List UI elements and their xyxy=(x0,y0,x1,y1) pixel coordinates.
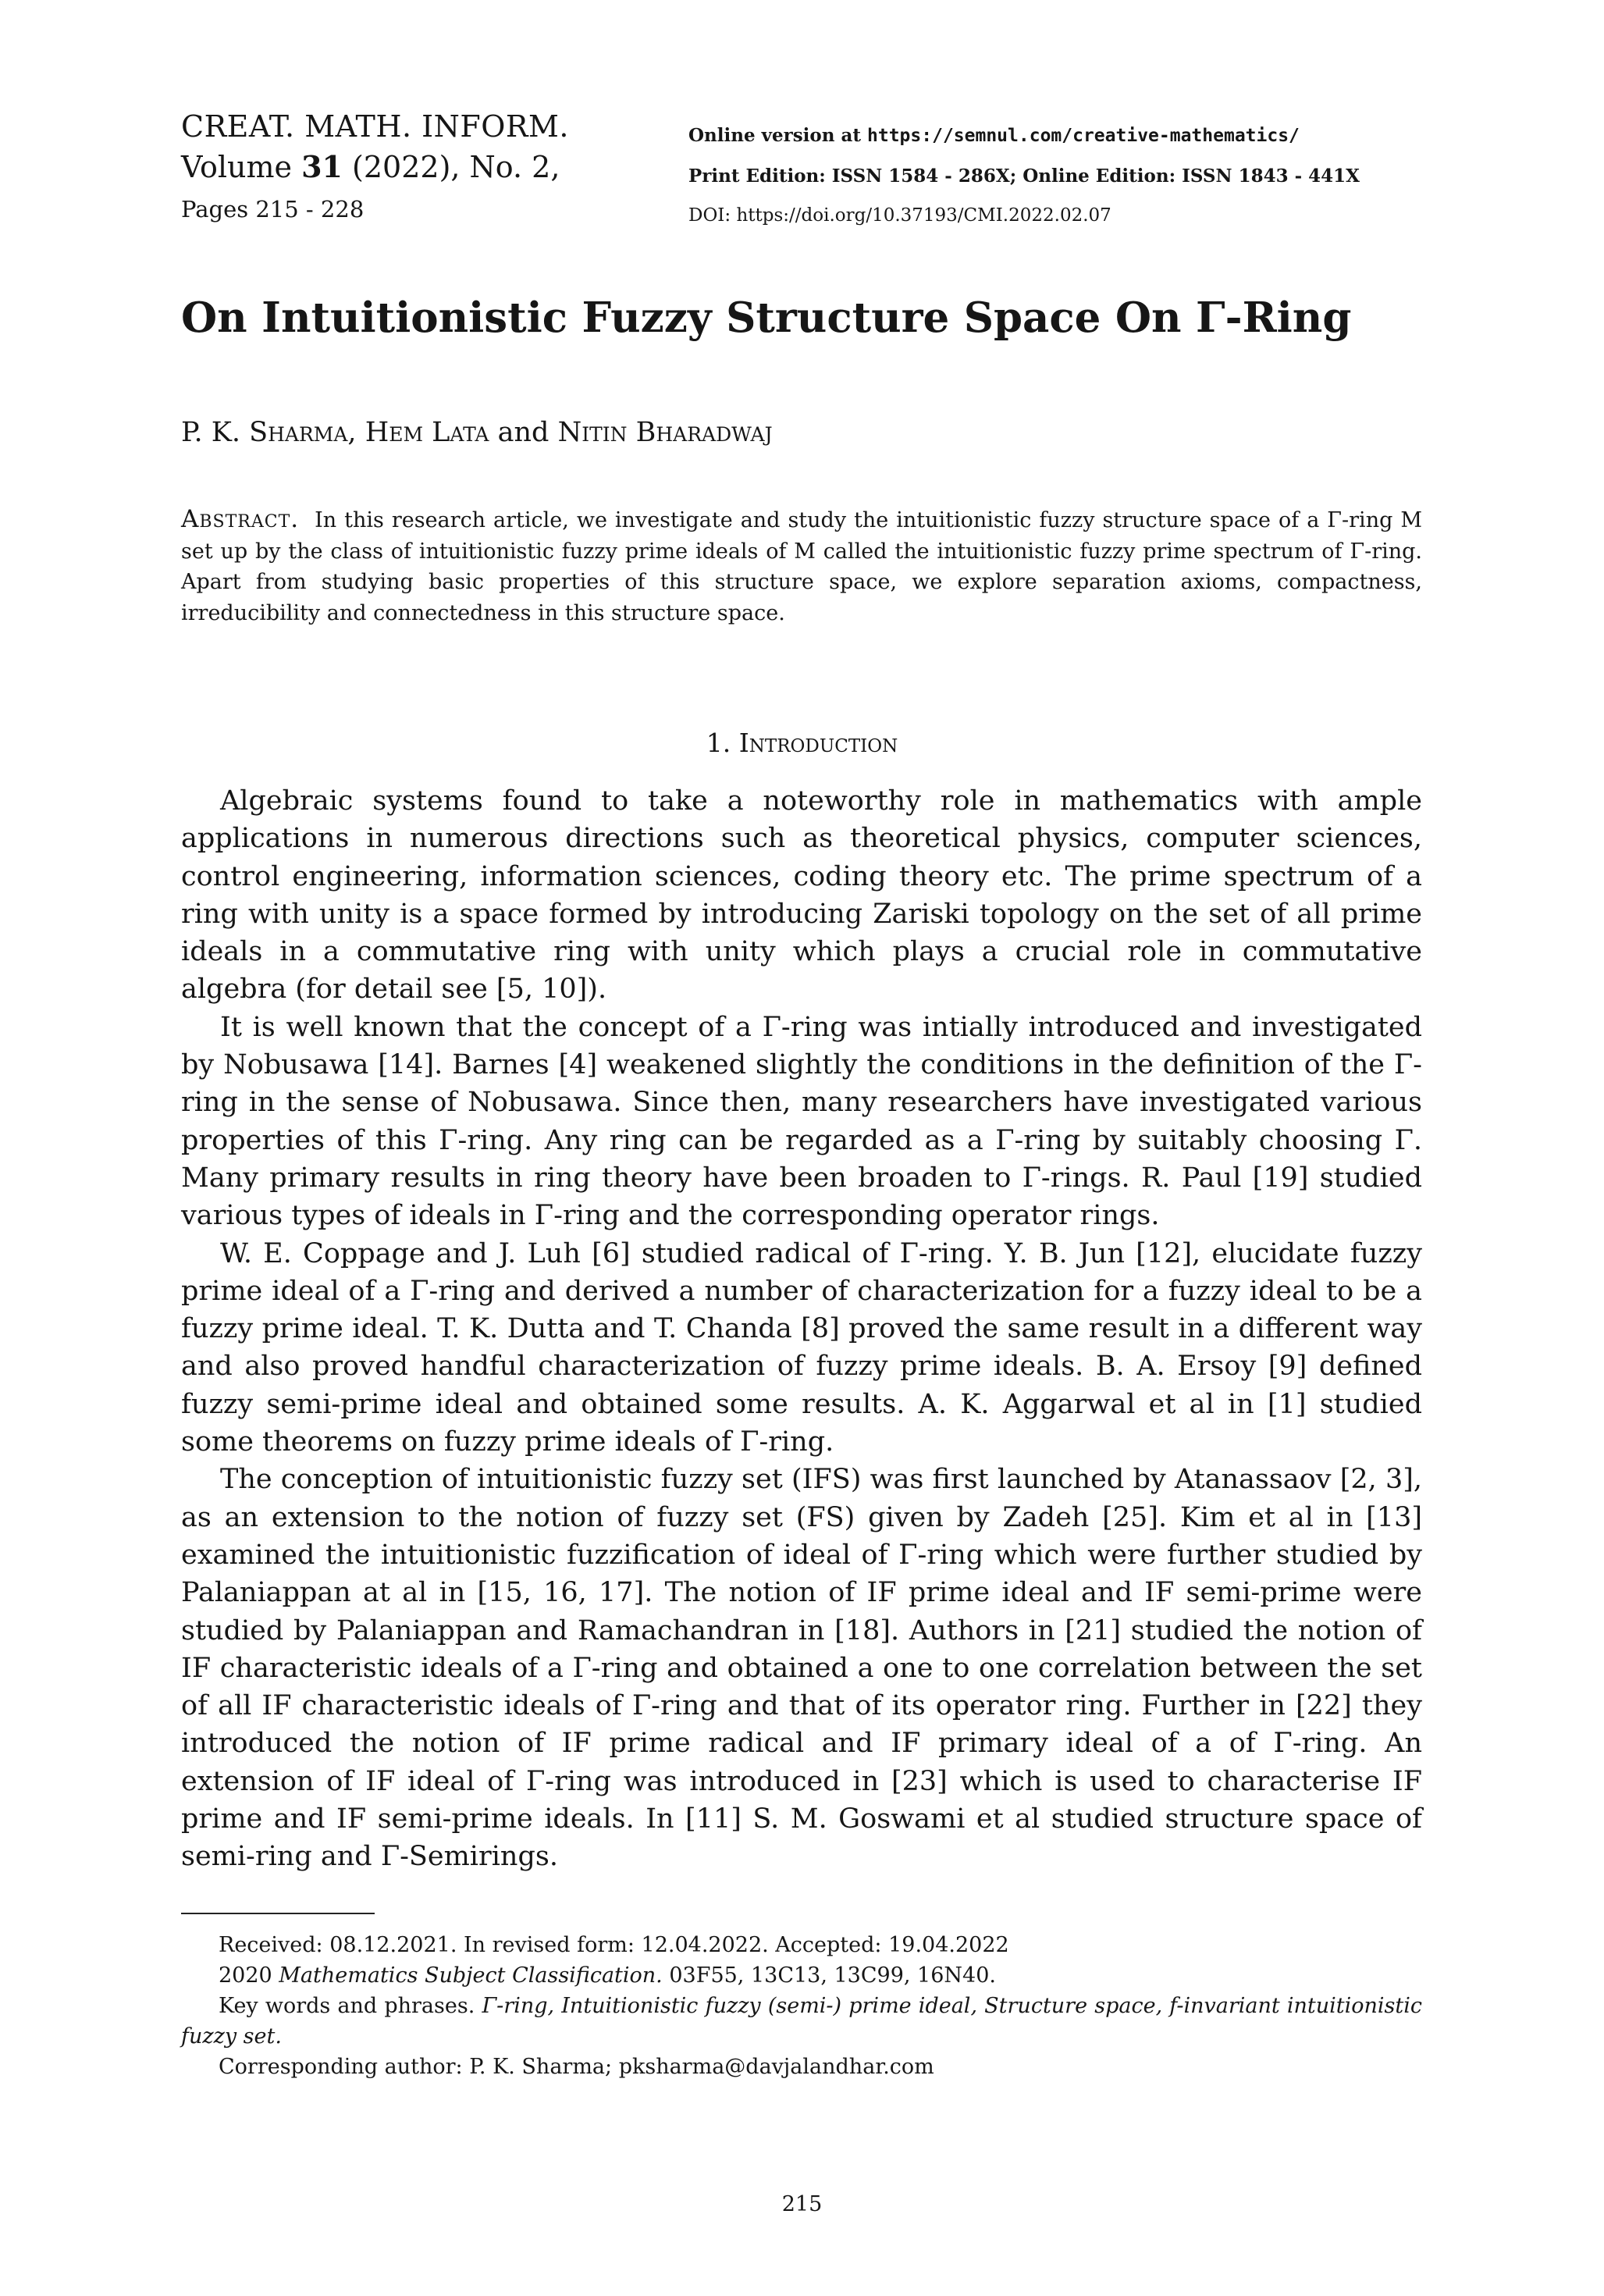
author-bharadwaj: Nitin Bharadwaj xyxy=(557,417,773,448)
online-version: Online version at https://semnul.com/creative-mathematics/ xyxy=(688,125,1300,146)
msc-classification: 2020 Mathematics Subject Classification. 03F55, 13C13, 13C99, 16N40. xyxy=(219,1963,996,1988)
journal-name: CREAT. MATH. INFORM. xyxy=(181,109,570,144)
journal-info xyxy=(181,106,665,230)
paper-title: On Intuitionistic Fuzzy Structure Space On Γ-Ring xyxy=(181,294,1352,342)
issn-line: Print Edition: ISSN 1584 - 286X; Online Edition: ISSN 1843 - 441X xyxy=(688,166,1360,187)
abstract-text: In this research article, we investigate and study the intuitionistic fuzzy structure space of a Γ-ring M set up by the class of intuitionistic fuzzy prime ideals of M called the intuitionistic fuzzy prime spectrum of Γ-ring. Apart from studying basic properties of this structure space, we explore separation axioms, compactness, irreducibility and connectedness in this structure space. xyxy=(181,508,1422,625)
author-lata: Hem Lata xyxy=(365,417,489,448)
section-heading: 1. Introduction xyxy=(706,728,898,758)
abstract-label: Abstract. xyxy=(181,505,300,533)
online-url-link[interactable]: https://semnul.com/creative-mathematics/ xyxy=(867,126,1300,146)
author-list: P. K. Sharma, Hem Lata and Nitin Bharadwaj xyxy=(181,417,773,448)
received-dates: Received: 08.12.2021. In revised form: 12.04.2022. Accepted: 19.04.2022 xyxy=(219,1933,1009,1957)
footnotes xyxy=(181,1930,1422,2082)
author-sharma: Sharma xyxy=(249,417,348,448)
paragraph: Algebraic systems found to take a noteworthy role in mathematics with ample applications in numerous directions such as theoretical physics, computer sciences, control engineering, information sciences, coding theory etc. The prime spectrum of a ring with unity is a space formed by introducing Zariski topology on the set of all prime ideals in a commutative ring with unity which plays a crucial role in commutative algebra (for detail see [5, 10]). xyxy=(181,785,1422,1006)
paragraph: It is well known that the concept of a Γ-ring was intially introduced and investigated by Nobusawa [14]. Barnes [4] weakened slightly the conditions in the definition of the Γ-ring in the sense of Nobusawa. Since then, many researchers have investigated various properties of this Γ-ring. Any ring can be regarded as a Γ-ring by suitably choosing Γ. Many primary results in ring theory have been broaden to Γ-rings. R. Paul [19] studied various types of ideals in Γ-ring and the corresponding operator rings. xyxy=(181,1011,1422,1232)
page-number: 215 xyxy=(781,2192,823,2216)
volume-number: 31 xyxy=(301,149,343,184)
corresponding-author: Corresponding author: P. K. Sharma; pksharma@davjalandhar.com xyxy=(219,2055,934,2079)
journal-volume: Volume 31 (2022), No. 2, xyxy=(181,149,560,184)
edition-info xyxy=(688,116,1469,236)
abstract xyxy=(181,504,1422,628)
doi-link[interactable]: DOI: https://doi.org/10.37193/CMI.2022.02.07 xyxy=(688,205,1111,226)
section-title: Introduction xyxy=(738,728,898,758)
body-text xyxy=(181,782,1422,1876)
paragraph: The conception of intuitionistic fuzzy set (IFS) was first launched by Atanassaov [2, 3], as an extension to the notion of fuzzy set (FS) given by Zadeh [25]. Kim et al in [13] examined the intuitionistic fuzzification of ideal of Γ-ring which were further studied by Palaniappan at al in [15, 16, 17]. The notion of IF prime ideal and IF semi-prime were studied by Palaniappan and Ramachandran in [18]. Authors in [21] studied the notion of IF characteristic ideals of a Γ-ring and obtained a one to one correlation between the set of all IF characteristic ideals of Γ-ring and that of its operator ring. Further in [22] they introduced the notion of IF prime radical and IF primary ideal of a of Γ-ring. An extension of IF ideal of Γ-ring was introduced in [23] which is used to characterise IF prime and IF semi-prime ideals. In [11] S. M. Goswami et al studied structure space of semi-ring and Γ-Semirings. xyxy=(181,1464,1422,1873)
paragraph: W. E. Coppage and J. Luh [6] studied radical of Γ-ring. Y. B. Jun [12], elucidate fuzzy prime ideal of a Γ-ring and derived a number of characterization for a fuzzy ideal to be a fuzzy prime ideal. T. K. Dutta and T. Chanda [8] proved the same result in a different way and also proved handful characterization of fuzzy prime ideals. B. A. Ersoy [9] defined fuzzy semi-prime ideal and obtained some results. A. K. Aggarwal et al in [1] studied some theorems on fuzzy prime ideals of Γ-ring. xyxy=(181,1237,1422,1458)
footnote-rule xyxy=(181,1913,375,1914)
keywords: Key words and phrases. Γ-ring, Intuitionistic fuzzy (semi-) prime ideal, Structure space, f-invariant intuitionistic fuzzy set. xyxy=(181,1994,1422,2049)
journal-pages: Pages 215 - 228 xyxy=(181,196,365,222)
